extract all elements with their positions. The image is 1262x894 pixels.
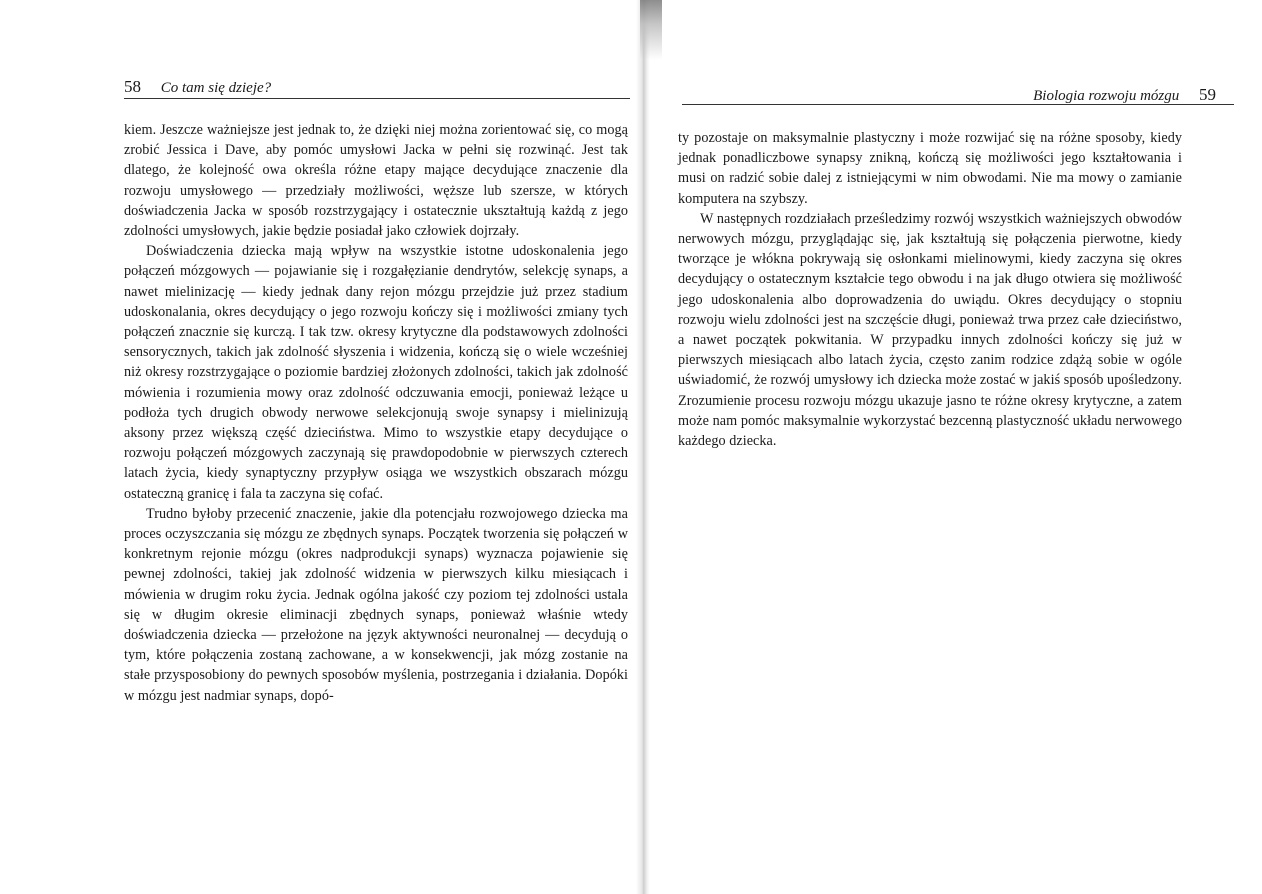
- right-running-title: Biologia rozwoju mózgu: [1033, 88, 1180, 104]
- paragraph: kiem. Jeszcze ważniejsze jest jednak to, że dzięki niej można zorientować się, co mogą zrobić Jessica i Dave, aby pomóc umysłowi Jacka w pełni się rozwinąć. Jest tak dlatego, że kolejność owa określa różne etapy mające decydujące znaczenie dla rozwoju umysłowego — przedziały możliwości, węższe lub szersze, w których doświadczenia Jacka w sposób rozstrzygający i ostatecznie ukształtują każdą z jego zdolności umysłowych, jakie będzie posiadał jako człowiek dojrzały.: [124, 122, 628, 240]
- right-header-rule: [682, 104, 1234, 105]
- right-page: [652, 0, 1262, 894]
- paragraph: W następnych rozdziałach prześledzimy rozwój wszystkich ważniejszych obwodów nerwowych mózgu, przyglądając się, jak kształtują się połączenia pierwotne, kiedy tworzące je włókna pokrywają się osłonkami mielinowymi, kiedy zaczyna się okres decydujący o ostatecznym kształcie tego obwodu i na jak długo otwiera się możliwość jego udoskonalenia albo doprowadzenia do uwiądu. Okres decydujący o stopniu rozwoju wielu zdolności jest na szczęście długi, ponieważ trwa przez całe dzieciństwo, a nawet początek pokwitania. W przypadku innych zdolności kończy się już w pierwszych miesiącach albo latach życia, często zanim rodzice zdążą sobie w ogóle uświadomić, że rozwój umysłowy ich dziecka może zostać w jakiś sposób upośledzony. Zrozumienie procesu rozwoju mózgu ukazuje jasno te różne okresy krytyczne, a zatem może nam pomóc maksymalnie wykorzystać bezcenną plastyczność układu nerwowego każdego dziecka.: [678, 210, 1182, 450]
- left-page-number: 58: [124, 77, 141, 96]
- left-header-rule: [124, 98, 630, 99]
- left-running-title: Co tam się dzieje?: [160, 80, 272, 96]
- right-page-header: [682, 86, 1216, 105]
- left-page-body: [124, 120, 628, 706]
- left-page-header: [124, 78, 634, 97]
- book-spine: [636, 0, 650, 894]
- paragraph: Trudno byłoby przecenić znaczenie, jakie dla potencjału rozwojowego dziecka ma proces oczyszczania się mózgu ze zbędnych synaps. Początek tworzenia się połączeń w konkretnym rejonie mózgu (okres nadprodukcji synaps) wyznacza pojawienie się pewnej zdolności, takiej jak zdolność widzenia w pierwszych kilku miesiącach i mówienia w drugim roku życia. Jednak ogólna jakość czy poziom tej zdolności ustala się w długim okresie eliminacji zbędnych synaps, ponieważ właśnie wtedy doświadczenia dziecka — przełożone na język aktywności neuronalnej — decydują o tym, które połączenia zostaną zachowane, a w konsekwencji, jak mózg zostanie na stałe przysposobiony do pewnych sposobów myślenia, postrzegania i działania. Dopóki w mózgu jest nadmiar synaps, dopó-: [124, 505, 628, 704]
- paragraph: Doświadczenia dziecka mają wpływ na wszystkie istotne udoskonalenia jego połączeń mózgowych — pojawianie się i rozgałęzianie dendrytów, selekcję synaps, a nawet mielinizację — kiedy jednak dany rejon mózgu przejdzie już przez stadium udoskonalania, okres decydujący o jego rozwoju kończy się i możliwości zmiany tych połączeń znacznie się kurczą. I tak tzw. okresy krytyczne dla podstawowych zdolności sensorycznych, takich jak zdolność słyszenia i widzenia, kończą się o wiele wcześniej niż okresy rozstrzygające o poziomie bardziej złożonych zdolności, takich jak zdolność mówienia i rozumienia mowy oraz zdolność odczuwania emocji, ponieważ leżące u podłoża tych drugich obwody nerwowe selekcjonują swoje synapsy i mielinizują aksony przez większą część dzieciństwa. Mimo to wszystkie etapy decydujące o rozwoju połączeń mózgowych zaczynają się prawdopodobnie w pierwszych czterech latach życia, kiedy synaptyczny przypływ osiąga we wszystkich obszarach mózgu ostateczną granicę i fala ta zaczyna się cofać.: [124, 243, 628, 502]
- right-page-body: [678, 128, 1182, 451]
- right-page-number: 59: [1199, 85, 1216, 104]
- paragraph: ty pozostaje on maksymalnie plastyczny i może rozwijać się na różne sposoby, kiedy jednak ponadliczbowe synapsy znikną, kończą się możliwości jego kształtowania i musi on radzić sobie dalej z istniejącymi w nim obwodami. Nie ma mowy o zamianie komputera na szybszy.: [678, 130, 1182, 207]
